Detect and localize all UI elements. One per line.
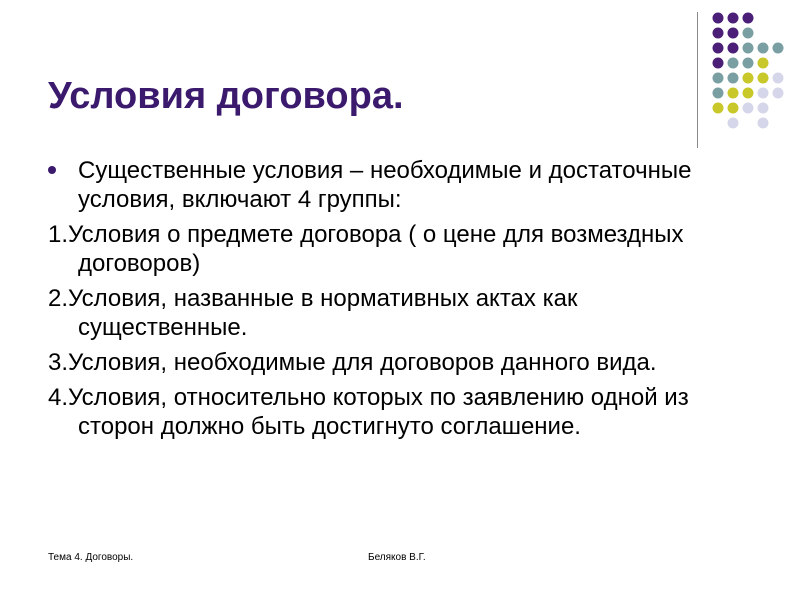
decor-dot	[773, 73, 784, 84]
decor-dot	[728, 88, 739, 99]
decor-dot	[713, 28, 724, 39]
decor-dot	[758, 43, 769, 54]
numbered-text-3: 3.Условия, необходимые для договоров данного вида.	[48, 349, 657, 376]
decor-dot	[713, 58, 724, 69]
decor-dot	[758, 88, 769, 99]
decor-dot	[743, 28, 754, 39]
footer-topic: Тема 4. Договоры.	[48, 552, 134, 563]
decor-dot	[743, 103, 754, 114]
decor-dot	[758, 73, 769, 84]
decor-dot	[743, 73, 754, 84]
decor-dot	[728, 13, 739, 24]
decor-dot	[713, 43, 724, 54]
slide-title: Условия договора.	[48, 75, 404, 117]
decor-dot	[728, 118, 739, 129]
numbered-item-3	[48, 348, 738, 377]
decor-dot	[728, 73, 739, 84]
decor-dot	[728, 28, 739, 39]
decor-dot	[728, 103, 739, 114]
decor-dot	[743, 88, 754, 99]
decor-dot	[773, 88, 784, 99]
numbered-text-4: 4.Условия, относительно которых по заявлению одной из сторон должно быть достигнуто соглашение.	[48, 384, 689, 440]
decor-dot	[713, 13, 724, 24]
decor-dot	[713, 103, 724, 114]
numbered-text-2: 2.Условия, названные в нормативных актах как существенные.	[48, 285, 578, 341]
numbered-item-1	[48, 220, 738, 278]
decor-dot	[713, 88, 724, 99]
vertical-divider	[697, 12, 698, 148]
numbered-item-2	[48, 284, 738, 342]
footer-author: Беляков В.Г.	[368, 552, 426, 563]
decor-dot	[773, 43, 784, 54]
decor-dot	[728, 58, 739, 69]
numbered-item-4	[48, 383, 738, 441]
decor-dot	[728, 43, 739, 54]
numbered-text-1: 1.Условия о предмете договора ( о цене для возмездных договоров)	[48, 221, 684, 277]
decor-dot	[743, 43, 754, 54]
bullet-text: Существенные условия – необходимые и достаточные условия, включают 4 группы:	[78, 157, 692, 213]
decor-dot	[743, 58, 754, 69]
decor-dot	[713, 73, 724, 84]
decor-dot	[743, 13, 754, 24]
decor-dot	[758, 103, 769, 114]
decor-dot	[758, 118, 769, 129]
bullet-item	[48, 156, 738, 214]
decor-dot	[758, 58, 769, 69]
slide-body	[48, 156, 738, 447]
